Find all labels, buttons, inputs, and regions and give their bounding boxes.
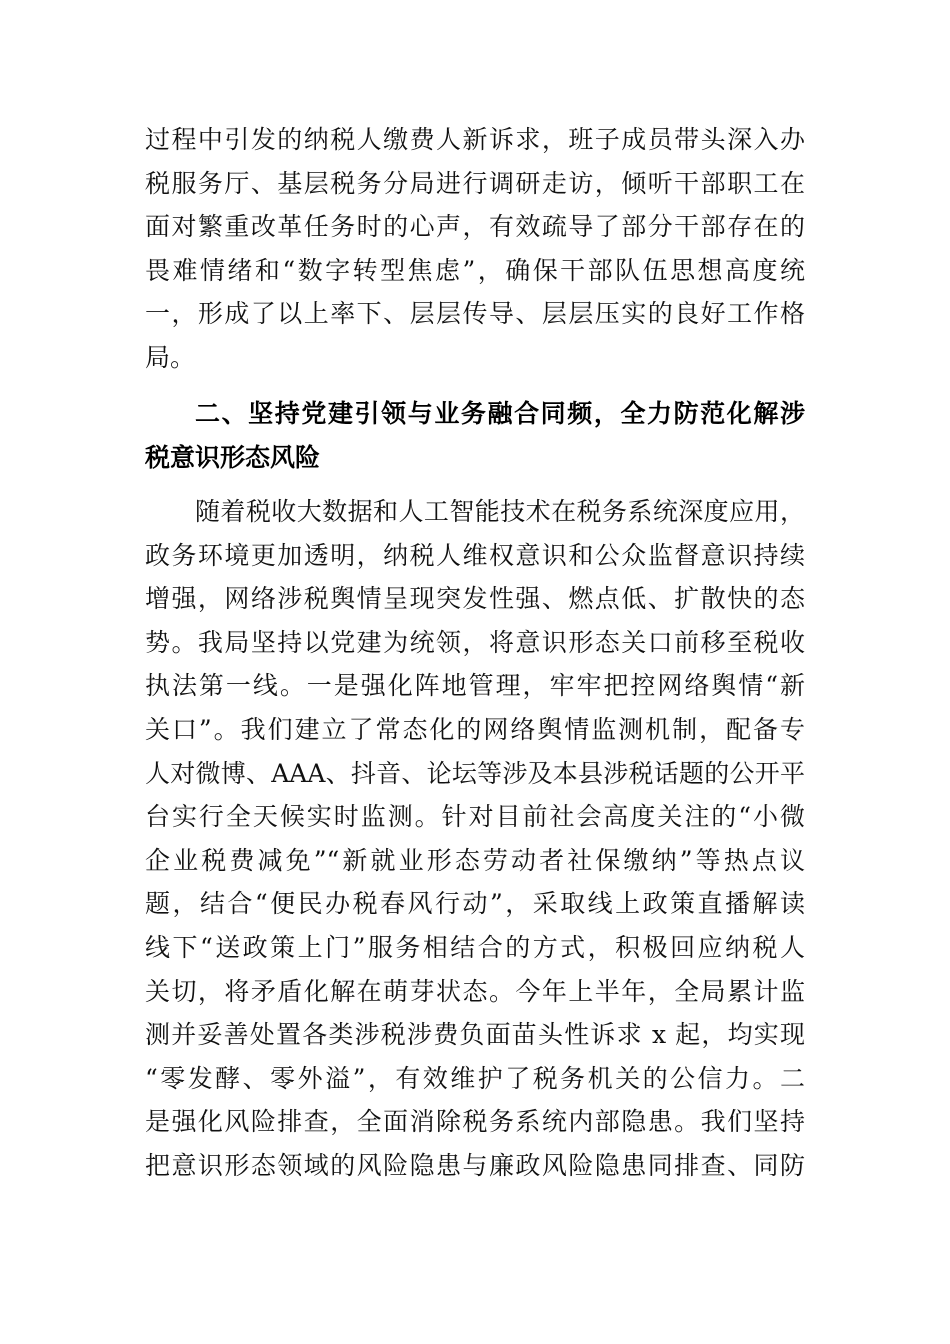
text-line: 人对微博、AAA、抖音、论坛等涉及本县涉税话题的公开平: [145, 758, 805, 788]
continuation-paragraph: [145, 118, 805, 380]
text-line: 畏难情绪和“数字转型焦虑”，确保干部队伍思想高度统: [145, 255, 805, 285]
text-line: 台实行全天候实时监测。针对目前社会高度关注的“小微: [145, 802, 805, 832]
text-line: 执法第一线。一是强化阵地管理，牢牢把控网络舆情“新: [145, 671, 805, 701]
text-line: 税服务厅、基层税务分局进行调研走访，倾听干部职工在: [145, 168, 805, 198]
text-line: 企业税费减免”“新就业形态劳动者社保缴纳”等热点议: [145, 845, 805, 875]
text-line: 关切，将矛盾化解在萌芽状态。今年上半年，全局累计监: [145, 976, 805, 1006]
text-line: 增强，网络涉税舆情呈现突发性强、燃点低、扩散快的态: [145, 584, 805, 614]
text-line: “零发酵、零外溢”，有效维护了税务机关的公信力。二: [145, 1063, 805, 1093]
text-line: 局。: [145, 342, 196, 372]
text-line: 势。我局坚持以党建为统领，将意识形态关口前移至税收: [145, 627, 805, 657]
heading-line: 二、坚持党建引领与业务融合同频，全力防范化解涉: [195, 399, 805, 428]
text-line: 面对繁重改革任务时的心声，有效疏导了部分干部存在的: [145, 212, 805, 242]
text-line: 随着税收大数据和人工智能技术在税务系统深度应用，: [195, 497, 805, 526]
text-line: 测并妥善处置各类涉税涉费负面苗头性诉求 x 起，均实现: [145, 1020, 805, 1050]
text-line: 把意识形态领域的风险隐患与廉政风险隐患同排查、同防: [145, 1150, 805, 1180]
text-line: 线下“送政策上门”服务相结合的方式，积极回应纳税人: [145, 932, 805, 962]
section-paragraph: [145, 490, 805, 1188]
text-line: 题，结合“便民办税春风行动”，采取线上政策直播解读: [145, 889, 805, 919]
text-line: 政务环境更加透明，纳税人维权意识和公众监督意识持续: [145, 540, 805, 570]
text-line: 关口”。我们建立了常态化的网络舆情监测机制，配备专: [145, 714, 805, 744]
text-line: 过程中引发的纳税人缴费人新诉求，班子成员带头深入办: [145, 125, 805, 154]
text-line: 是强化风险排查，全面消除税务系统内部隐患。我们坚持: [145, 1107, 805, 1137]
text-line: 一，形成了以上率下、层层传导、层层压实的良好工作格: [145, 299, 805, 329]
section-heading: [145, 392, 805, 480]
heading-line: 税意识形态风险: [145, 443, 321, 472]
